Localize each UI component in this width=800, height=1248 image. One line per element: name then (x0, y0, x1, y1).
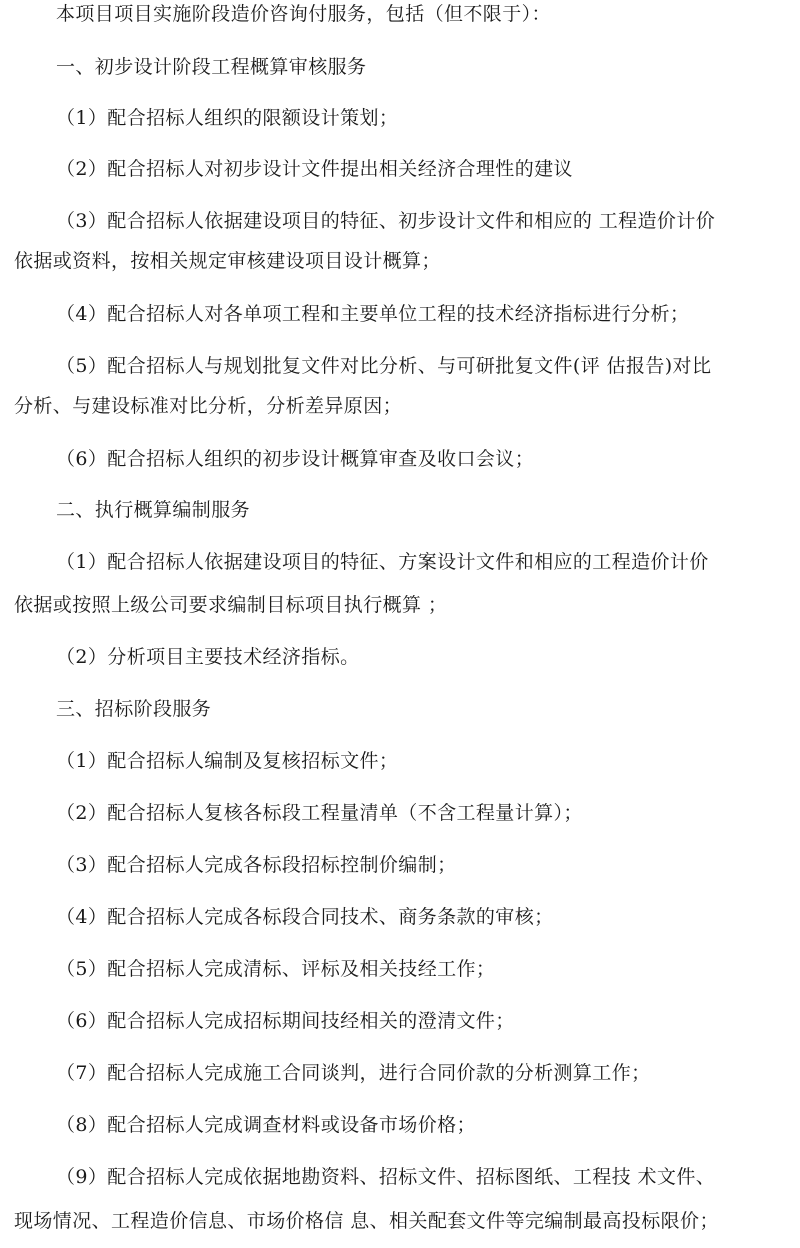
section-3-item-3: （3）配合招标人完成各标段招标控制价编制； (56, 854, 457, 876)
section-1-item-4: （4）配合招标人对各单项工程和主要单位工程的技术经济指标进行分析； (56, 303, 690, 325)
section-3-item-8: （8）配合招标人完成调查材料或设备市场价格； (56, 1114, 476, 1136)
section-2-heading: 二、执行概算编制服务 (56, 499, 251, 521)
section-1-item-1: （1）配合招标人组织的限额设计策划； (56, 107, 399, 129)
section-3-item-9-continuation: 现场情况、工程造价信息、市场价格信 息、相关配套文件等完编制最高投标限价； (14, 1210, 719, 1232)
section-1-item-6: （6）配合招标人组织的初步设计概算审查及收口会议； (56, 448, 535, 470)
section-2-item-1-continuation: 依据或按照上级公司要求编制目标项目执行概算 ； (14, 594, 448, 616)
section-3-item-2: （2）配合招标人复核各标段工程量清单（不含工程量计算）； (56, 802, 583, 824)
section-1-item-5-continuation: 分析、与建设标准对比分析，分析差异原因； (14, 395, 403, 417)
section-3-item-5: （5）配合招标人完成清标、评标及相关技经工作； (56, 958, 496, 980)
section-3-item-6: （6）配合招标人完成招标期间技经相关的澄清文件； (56, 1010, 515, 1032)
section-2-item-2: （2）分析项目主要技术经济指标。 (56, 646, 360, 668)
section-3-heading: 三、招标阶段服务 (56, 698, 212, 720)
section-1-item-5: （5）配合招标人与规划批复文件对比分析、与可研批复文件(评 估报告)对比 (56, 355, 712, 377)
section-3-item-1: （1）配合招标人编制及复核招标文件； (56, 750, 399, 772)
section-1-heading: 一、初步设计阶段工程概算审核服务 (56, 56, 367, 78)
intro-paragraph: 本项目项目实施阶段造价咨询付服务，包括（但不限于）： (56, 3, 551, 25)
section-1-item-3: （3）配合招标人依据建设项目的特征、初步设计文件和相应的 工程造价计价 (56, 210, 716, 232)
section-3-item-7: （7）配合招标人完成施工合同谈判，进行合同价款的分析测算工作； (56, 1062, 651, 1084)
section-3-item-4: （4）配合招标人完成各标段合同技术、商务条款的审核； (56, 906, 554, 928)
section-3-item-9: （9）配合招标人完成依据地勘资料、招标文件、招标图纸、工程技 术文件、 (56, 1166, 716, 1188)
section-2-item-1: （1）配合招标人依据建设项目的特征、方案设计文件和相应的工程造价计价 (56, 551, 709, 573)
section-1-item-3-continuation: 依据或资料，按相关规定审核建设项目设计概算； (14, 250, 441, 272)
section-1-item-2: （2）配合招标人对初步设计文件提出相关经济合理性的建议 (56, 158, 573, 180)
